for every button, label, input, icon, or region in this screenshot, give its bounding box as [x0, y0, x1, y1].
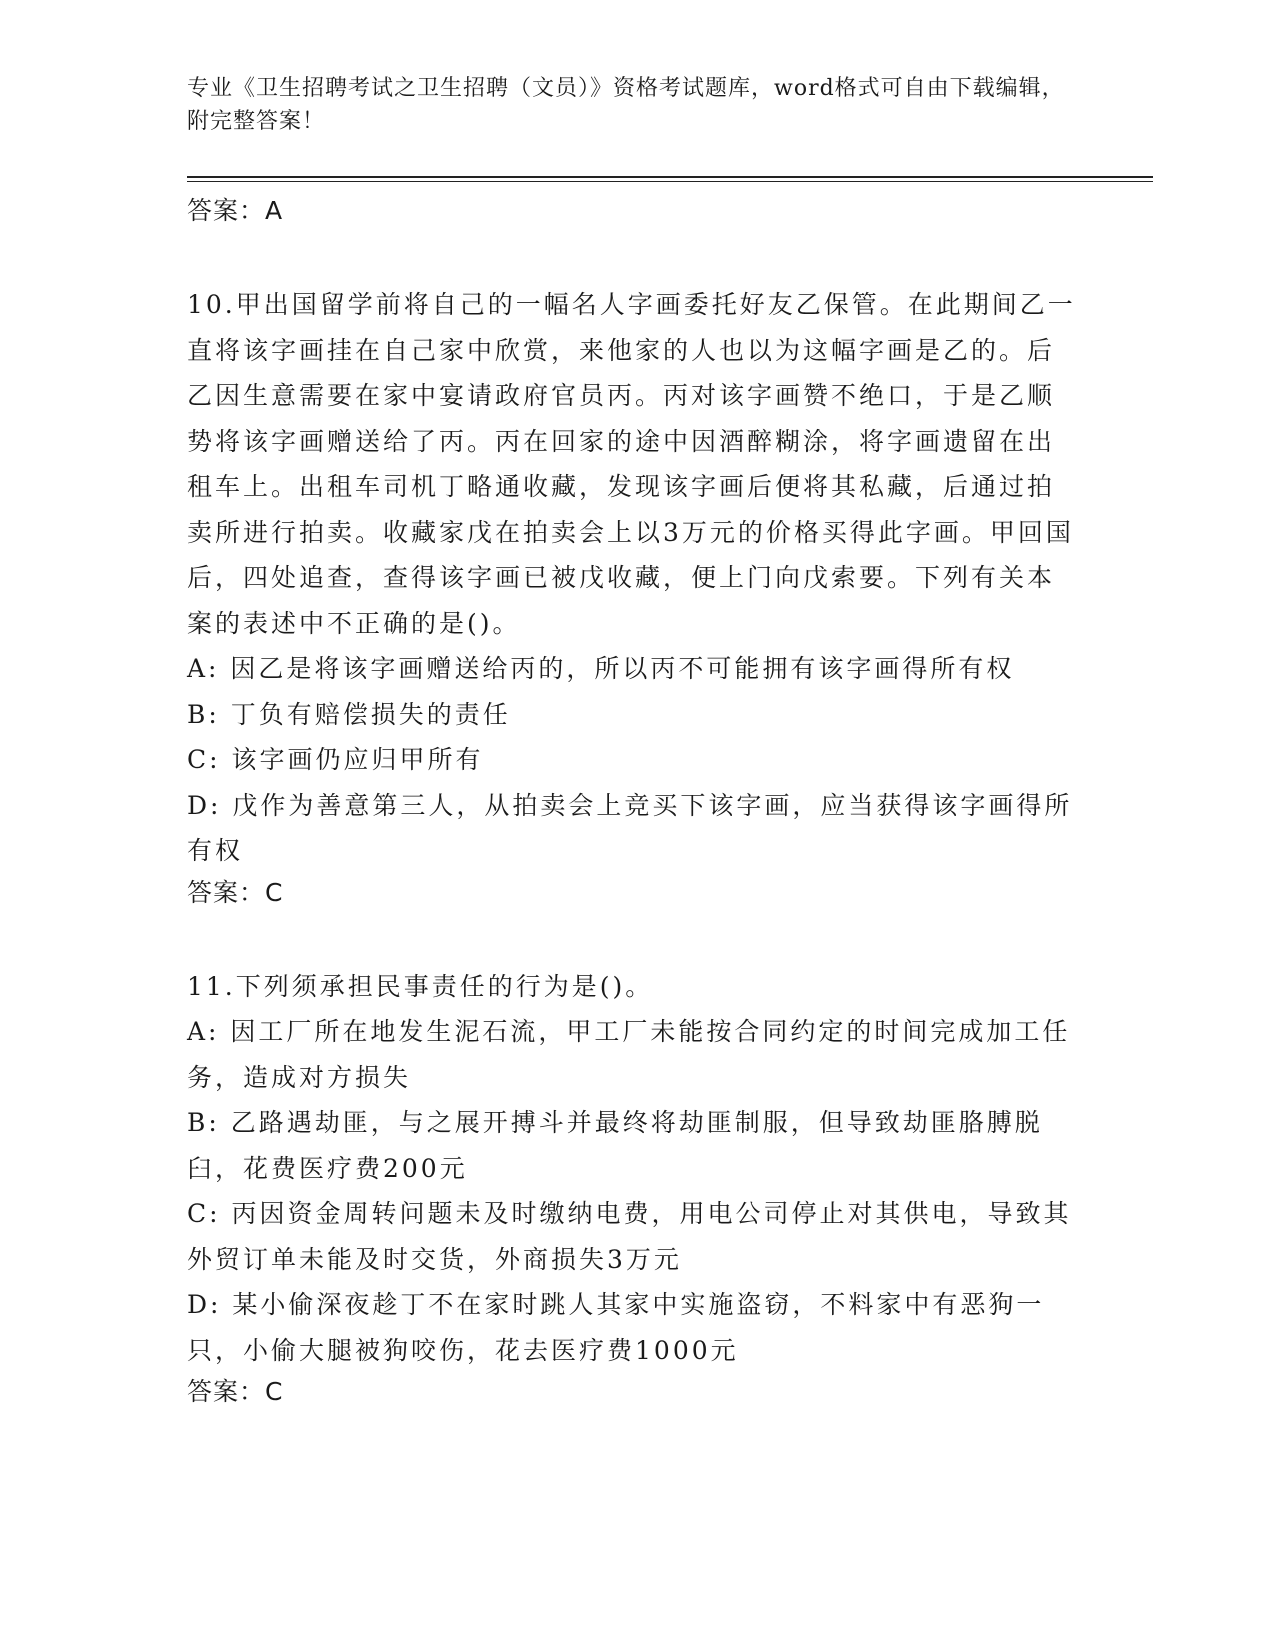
header-divider-thick [187, 176, 1153, 178]
document-body [187, 192, 1077, 1411]
option-d: D: 戊作为善意第三人，从拍卖会上竞买下该字画，应当获得该字画得所有权 [187, 790, 1073, 865]
question-answer: 答案：C [187, 1377, 284, 1406]
option-c: C: 丙因资金周转问题未及时缴纳电费，用电公司停止对其供电，导致其外贸订单未能及时交货，外商损失3万元 [187, 1199, 1072, 1274]
option-c: C: 该字画仍应归甲所有 [187, 745, 484, 774]
previous-answer: 答案：A [187, 196, 284, 225]
option-a: A: 因工厂所在地发生泥石流，甲工厂未能按合同约定的时间完成加工任务，造成对方损失 [187, 1017, 1071, 1092]
question-answer: 答案：C [187, 877, 284, 907]
question-block [187, 964, 1077, 1412]
option-b: B: 丁负有赔偿损失的责任 [187, 699, 511, 729]
option-b: B: 乙路遇劫匪，与之展开搏斗并最终将劫匪制服，但导致劫匪胳膊脱臼，花费医疗费200元 [187, 1108, 1043, 1183]
option-a: A: 因乙是将该字画赠送给丙的，所以丙不可能拥有该字画得所有权 [187, 654, 1015, 683]
question-block [187, 282, 1077, 912]
document-header: 专业《卫生招聘考试之卫生招聘（文员）》资格考试题库，word格式可自由下载编辑，附完整答案！ [187, 76, 1065, 134]
option-d: D: 某小偷深夜趁丁不在家时跳人其家中实施盗窃，不料家中有恶狗一只，小偷大腿被狗咬伤，花去医疗费1000元 [187, 1290, 1045, 1365]
question-stem: 11.下列须承担民事责任的行为是()。 [187, 971, 654, 1001]
question-stem: 10.甲出国留学前将自己的一幅名人字画委托好友乙保管。在此期间乙一直将该字画挂在自己家中欣赏，来他家的人也以为这幅字画是乙的。后乙因生意需要在家中宴请政府官员丙。丙对该字画赞不绝口，于是乙顺势将该字画赠送给了丙。丙在回家的途中因酒醉糊涂，将字画遗留在出租车上。出租车司机丁略通收藏，发现该字画后便将其私藏，后通过拍卖所进行拍卖。收藏家戊在拍卖会上以3万元的价格买得此字画。甲回国后，四处追查，查得该字画已被戊收藏，便上门向戊索要。下列有关本案的表述中不正确的是()。 [187, 290, 1076, 638]
header-divider-thin [187, 181, 1153, 182]
